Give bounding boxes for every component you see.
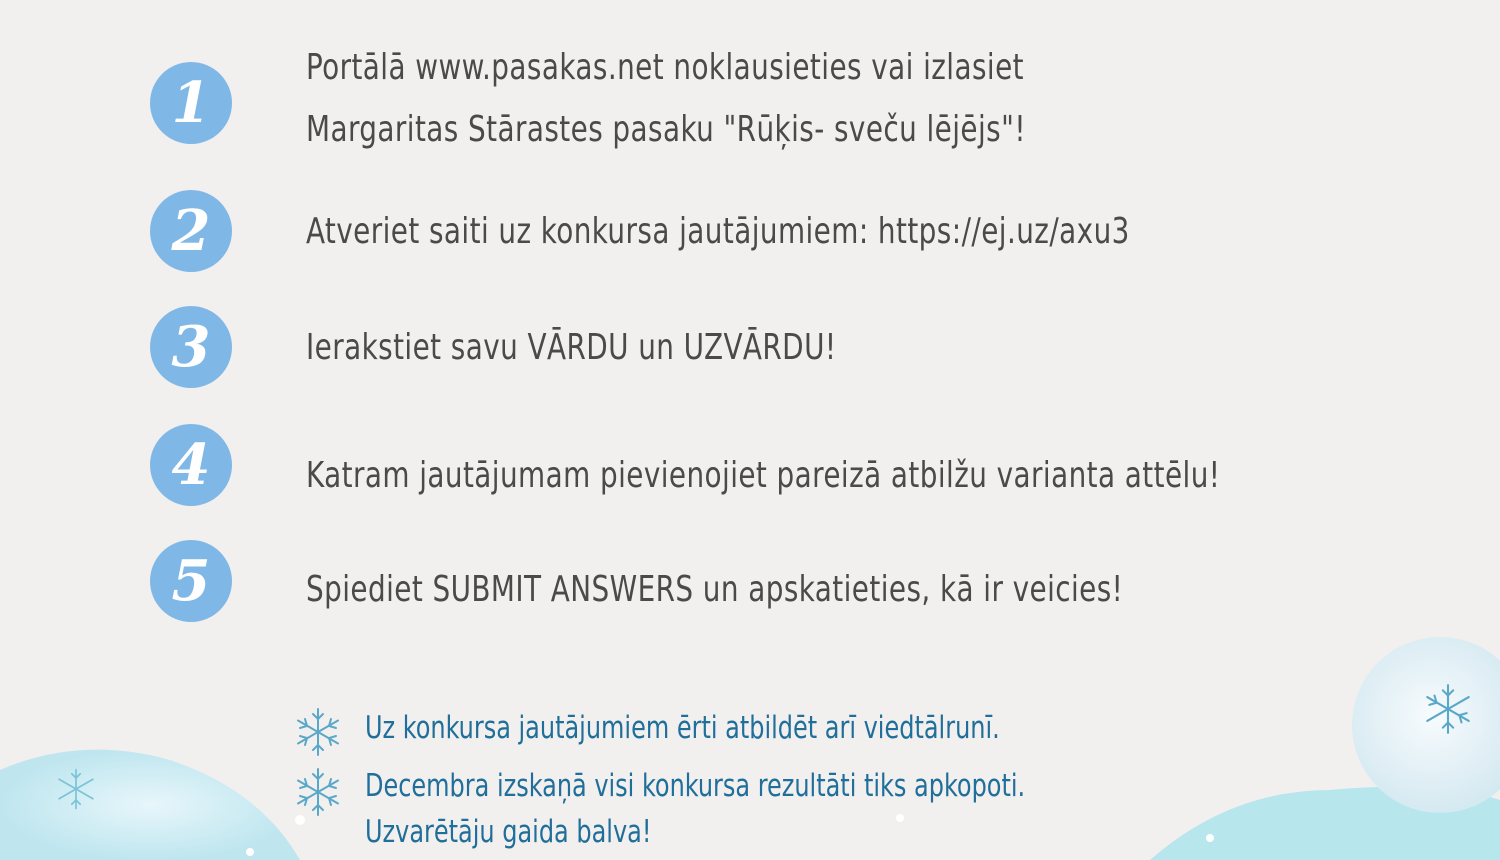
step-number-badge: 4 bbox=[150, 424, 232, 506]
step-number-badge: 1 bbox=[150, 62, 232, 144]
snowflake-icon bbox=[54, 767, 98, 811]
snowflake-icon bbox=[292, 706, 344, 758]
step-number-badge: 2 bbox=[150, 190, 232, 272]
step-5-line-1: Spiediet SUBMIT ANSWERS un apskatieties, kā ir veicies! bbox=[306, 569, 1124, 610]
note-2-line-2: Uzvarētāju gaida balva! bbox=[365, 814, 652, 850]
note-2-line-1: Decembra izskaņā visi konkursa rezultāti tiks apkopoti. bbox=[365, 768, 1026, 804]
step-1-line-1: Portālā www.pasakas.net noklausieties vai izlasiet bbox=[306, 47, 1025, 88]
step-1-line-2: Margaritas Stārastes pasaku "Rūķis- sveču lējējs"! bbox=[306, 109, 1026, 150]
step-number-badge: 3 bbox=[150, 306, 232, 388]
step-2-line-1: Atveriet saiti uz konkursa jautājumiem: https://ej.uz/axu3 bbox=[306, 211, 1130, 252]
step-4-line-1: Katram jautājumam pievienojiet pareizā atbilžu varianta attēlu! bbox=[306, 455, 1221, 496]
step-3-line-1: Ierakstiet savu VĀRDU un UZVĀRDU! bbox=[306, 327, 837, 368]
note-1-line-1: Uz konkursa jautājumiem ērti atbildēt arī viedtālrunī. bbox=[365, 710, 1000, 746]
snowflake-icon bbox=[1421, 682, 1475, 736]
snowflake-icon bbox=[292, 766, 344, 818]
step-number-badge: 5 bbox=[150, 540, 232, 622]
